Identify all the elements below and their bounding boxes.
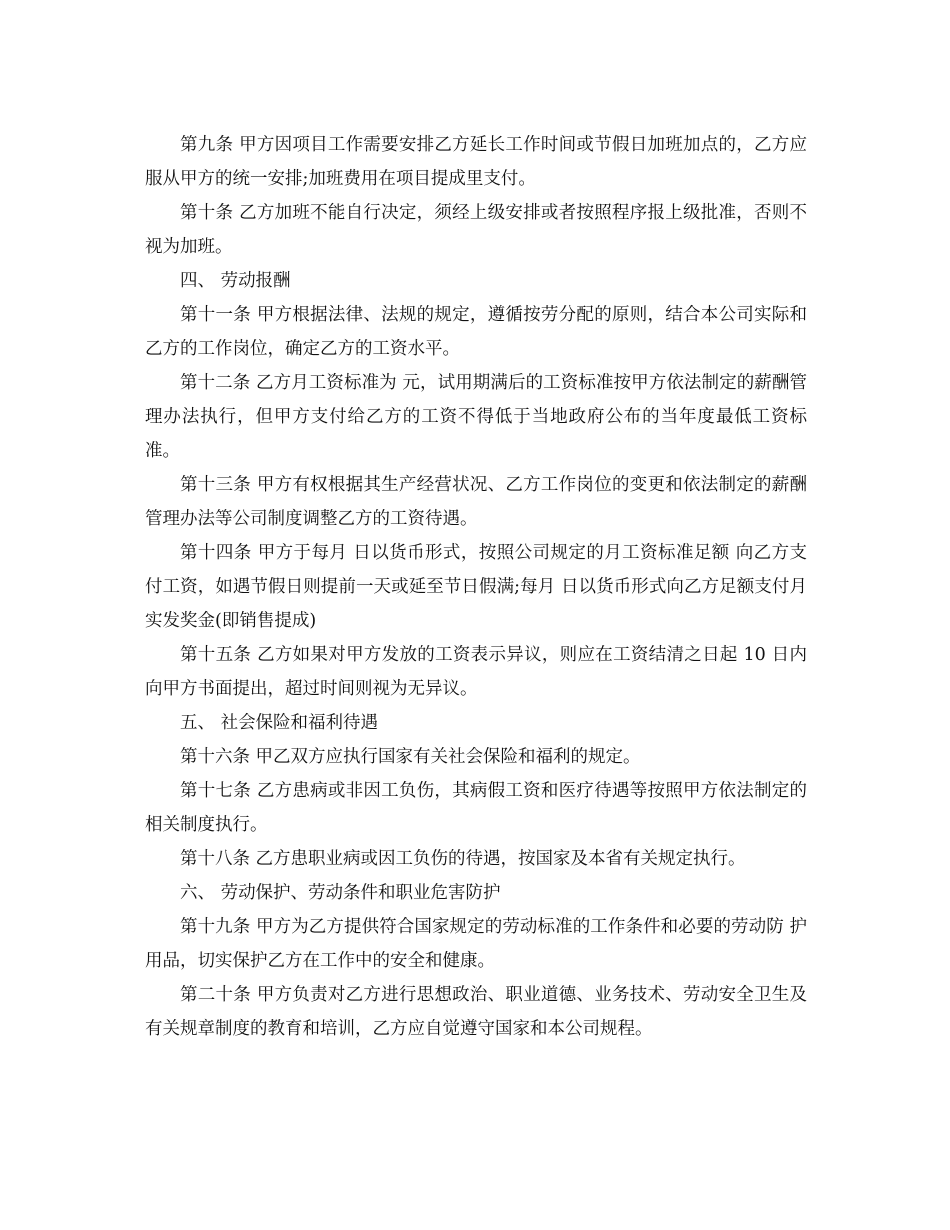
article-11: 第十一条 甲方根据法律、法规的规定，遵循按劳分配的原则，结合本公司实际和 乙方的工作岗位，确定乙方的工资水平。 [145,305,807,359]
article-19: 第十九条 甲方为乙方提供符合国家规定的劳动标准的工作条件和必要的劳动防 护用品，切实保护乙方在工作中的安全和健康。 [145,917,807,971]
article-20: 第二十条 甲方负责对乙方进行思想政治、职业道德、业务技术、劳动安全卫生及 有关规章制度的教育和培训，乙方应自觉遵守国家和本公司规程。 [145,985,807,1039]
article-9: 第九条 甲方因项目工作需要安排乙方延长工作时间或节假日加班加点的，乙方应服从甲方的统一安排;加班费用在项目提成里支付。 [145,135,807,189]
article-16: 第十六条 甲乙双方应执行国家有关社会保险和福利的规定。 [180,747,641,767]
document-body [145,128,807,1046]
section-4-heading: 四、 劳动报酬 [180,271,291,291]
article-10: 第十条 乙方加班不能自行决定，须经上级安排或者按照程序报上级批准，否则不视为加班。 [145,203,807,257]
article-13: 第十三条 甲方有权根据其生产经营状况、乙方工作岗位的变更和依法制定的薪酬管理办法等公司制度调整乙方的工资待遇。 [145,475,807,529]
article-17: 第十七条 乙方患病或非因工负伤，其病假工资和医疗待遇等按照甲方依法制定的 相关制度执行。 [145,781,807,835]
section-6-heading: 六、 劳动保护、劳动条件和职业危害防护 [180,883,501,903]
article-18: 第十八条 乙方患职业病或因工负伤的待遇，按国家及本省有关规定执行。 [180,849,746,869]
section-5-heading: 五、 社会保险和福利待遇 [180,713,379,733]
article-14: 第十四条 甲方于每月 日以货币形式，按照公司规定的月工资标准足额 向乙方支付工资，如遇节假日则提前一天或延至节日假满;每月 日以货币形式向乙方足额支付月实发奖金(即销售提成) [145,543,807,631]
article-12: 第十二条 乙方月工资标准为 元，试用期满后的工资标准按甲方依法制定的薪酬管理办法执行，但甲方支付给乙方的工资不得低于当地政府公布的当年度最低工资标准。 [145,373,807,461]
article-15: 第十五条 乙方如果对甲方发放的工资表示异议，则应在工资结清之日起 10 日内 向甲方书面提出，超过时间则视为无异议。 [145,645,807,699]
